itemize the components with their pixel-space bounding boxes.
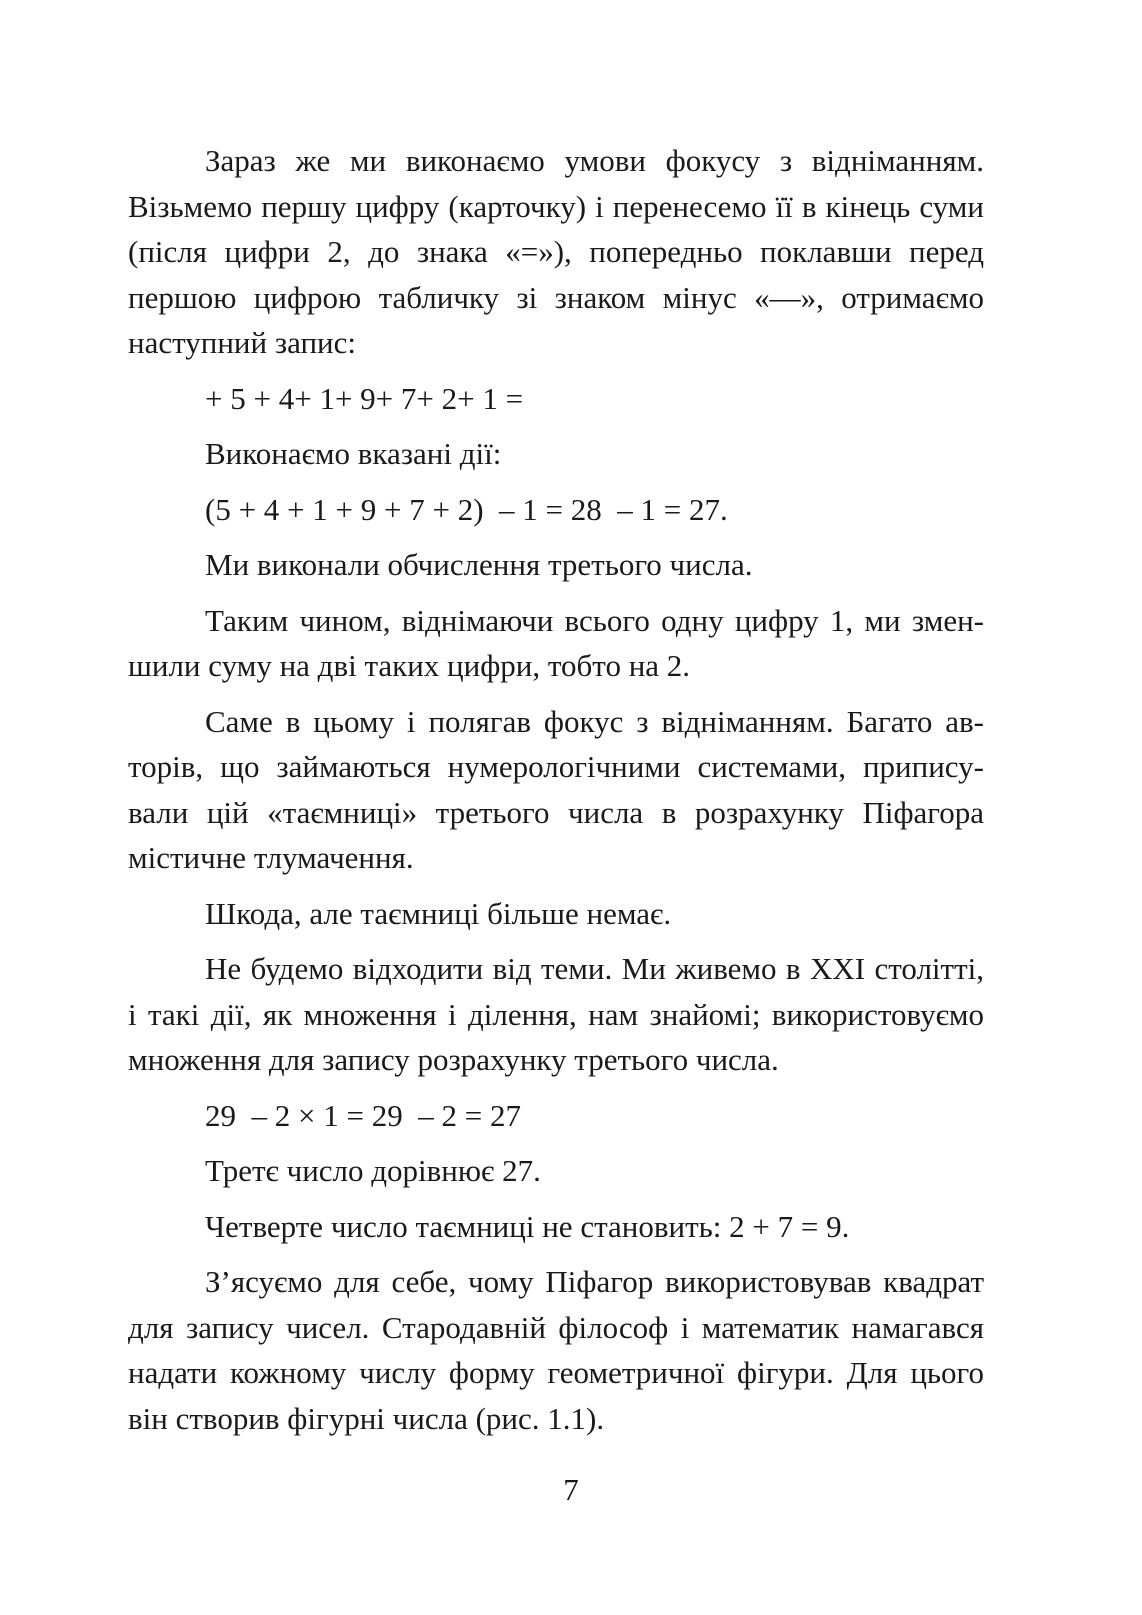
line-no-more-mystery: Шкода, але таємниці більше немає. xyxy=(205,895,672,931)
line-perform-operations: Виконаємо вказані дії: xyxy=(205,436,502,471)
body-text xyxy=(128,138,984,1441)
page-number: 7 xyxy=(563,1472,579,1507)
formula-subtraction: (5 + 4 + 1 + 9 + 7 + 2) – 1 = 28 – 1 = 27. xyxy=(205,491,728,527)
formula-sum-with-one: + 5 + 4+ 1+ 9+ 7+ 2+ 1 = xyxy=(205,380,524,416)
line-fourth-number: Четверте число таємниці не становить: 2 + 7 = 9. xyxy=(205,1208,850,1244)
paragraph-intro: Зараз же ми виконаємо умови фокусу з відніманням. Візьмемо першу цифру (карточку) і перенесемо її в кінець суми (після цифри 2, до знака «=»), попередньо поклавши перед першою цифрою табличку зі знаком мінус «—», отримаємо наступний запис: xyxy=(128,143,984,360)
paragraph-trick-explained: Саме в цьому і полягав фокус з відніманням. Багато авторів, що займаються нумерологічними системами, приписували цій «таємниці» третього числа в розрахунку Піфагора містичне тлумачення. xyxy=(128,703,984,875)
formula-multiplication: 29 – 2 × 1 = 29 – 2 = 27 xyxy=(205,1097,521,1133)
paragraph-multiplication: Не будемо відходити від теми. Ми живемо в ХХІ столітті, і такі дії, як множення і ділення, нам знайомі; використовуємо множення для запису розрахунку третього числа. xyxy=(128,951,984,1077)
paragraph-subtracting-one: Таким чином, віднімаючи всього одну цифру 1, ми зменшили суму на дві таких цифри, тобто на 2. xyxy=(128,602,984,683)
line-third-number-value: Третє число дорівнює 27. xyxy=(205,1153,541,1188)
line-third-number-computed: Ми виконали обчислення третього числа. xyxy=(205,547,753,582)
paragraph-figurate-numbers: З’ясуємо для себе, чому Піфагор використовував квадрат для запису чисел. Стародавній філософ і математик намагався надати кожному числу форму геометричної фігури. Для цього він створив фігурні числа (рис. 1.1). xyxy=(128,1264,984,1436)
